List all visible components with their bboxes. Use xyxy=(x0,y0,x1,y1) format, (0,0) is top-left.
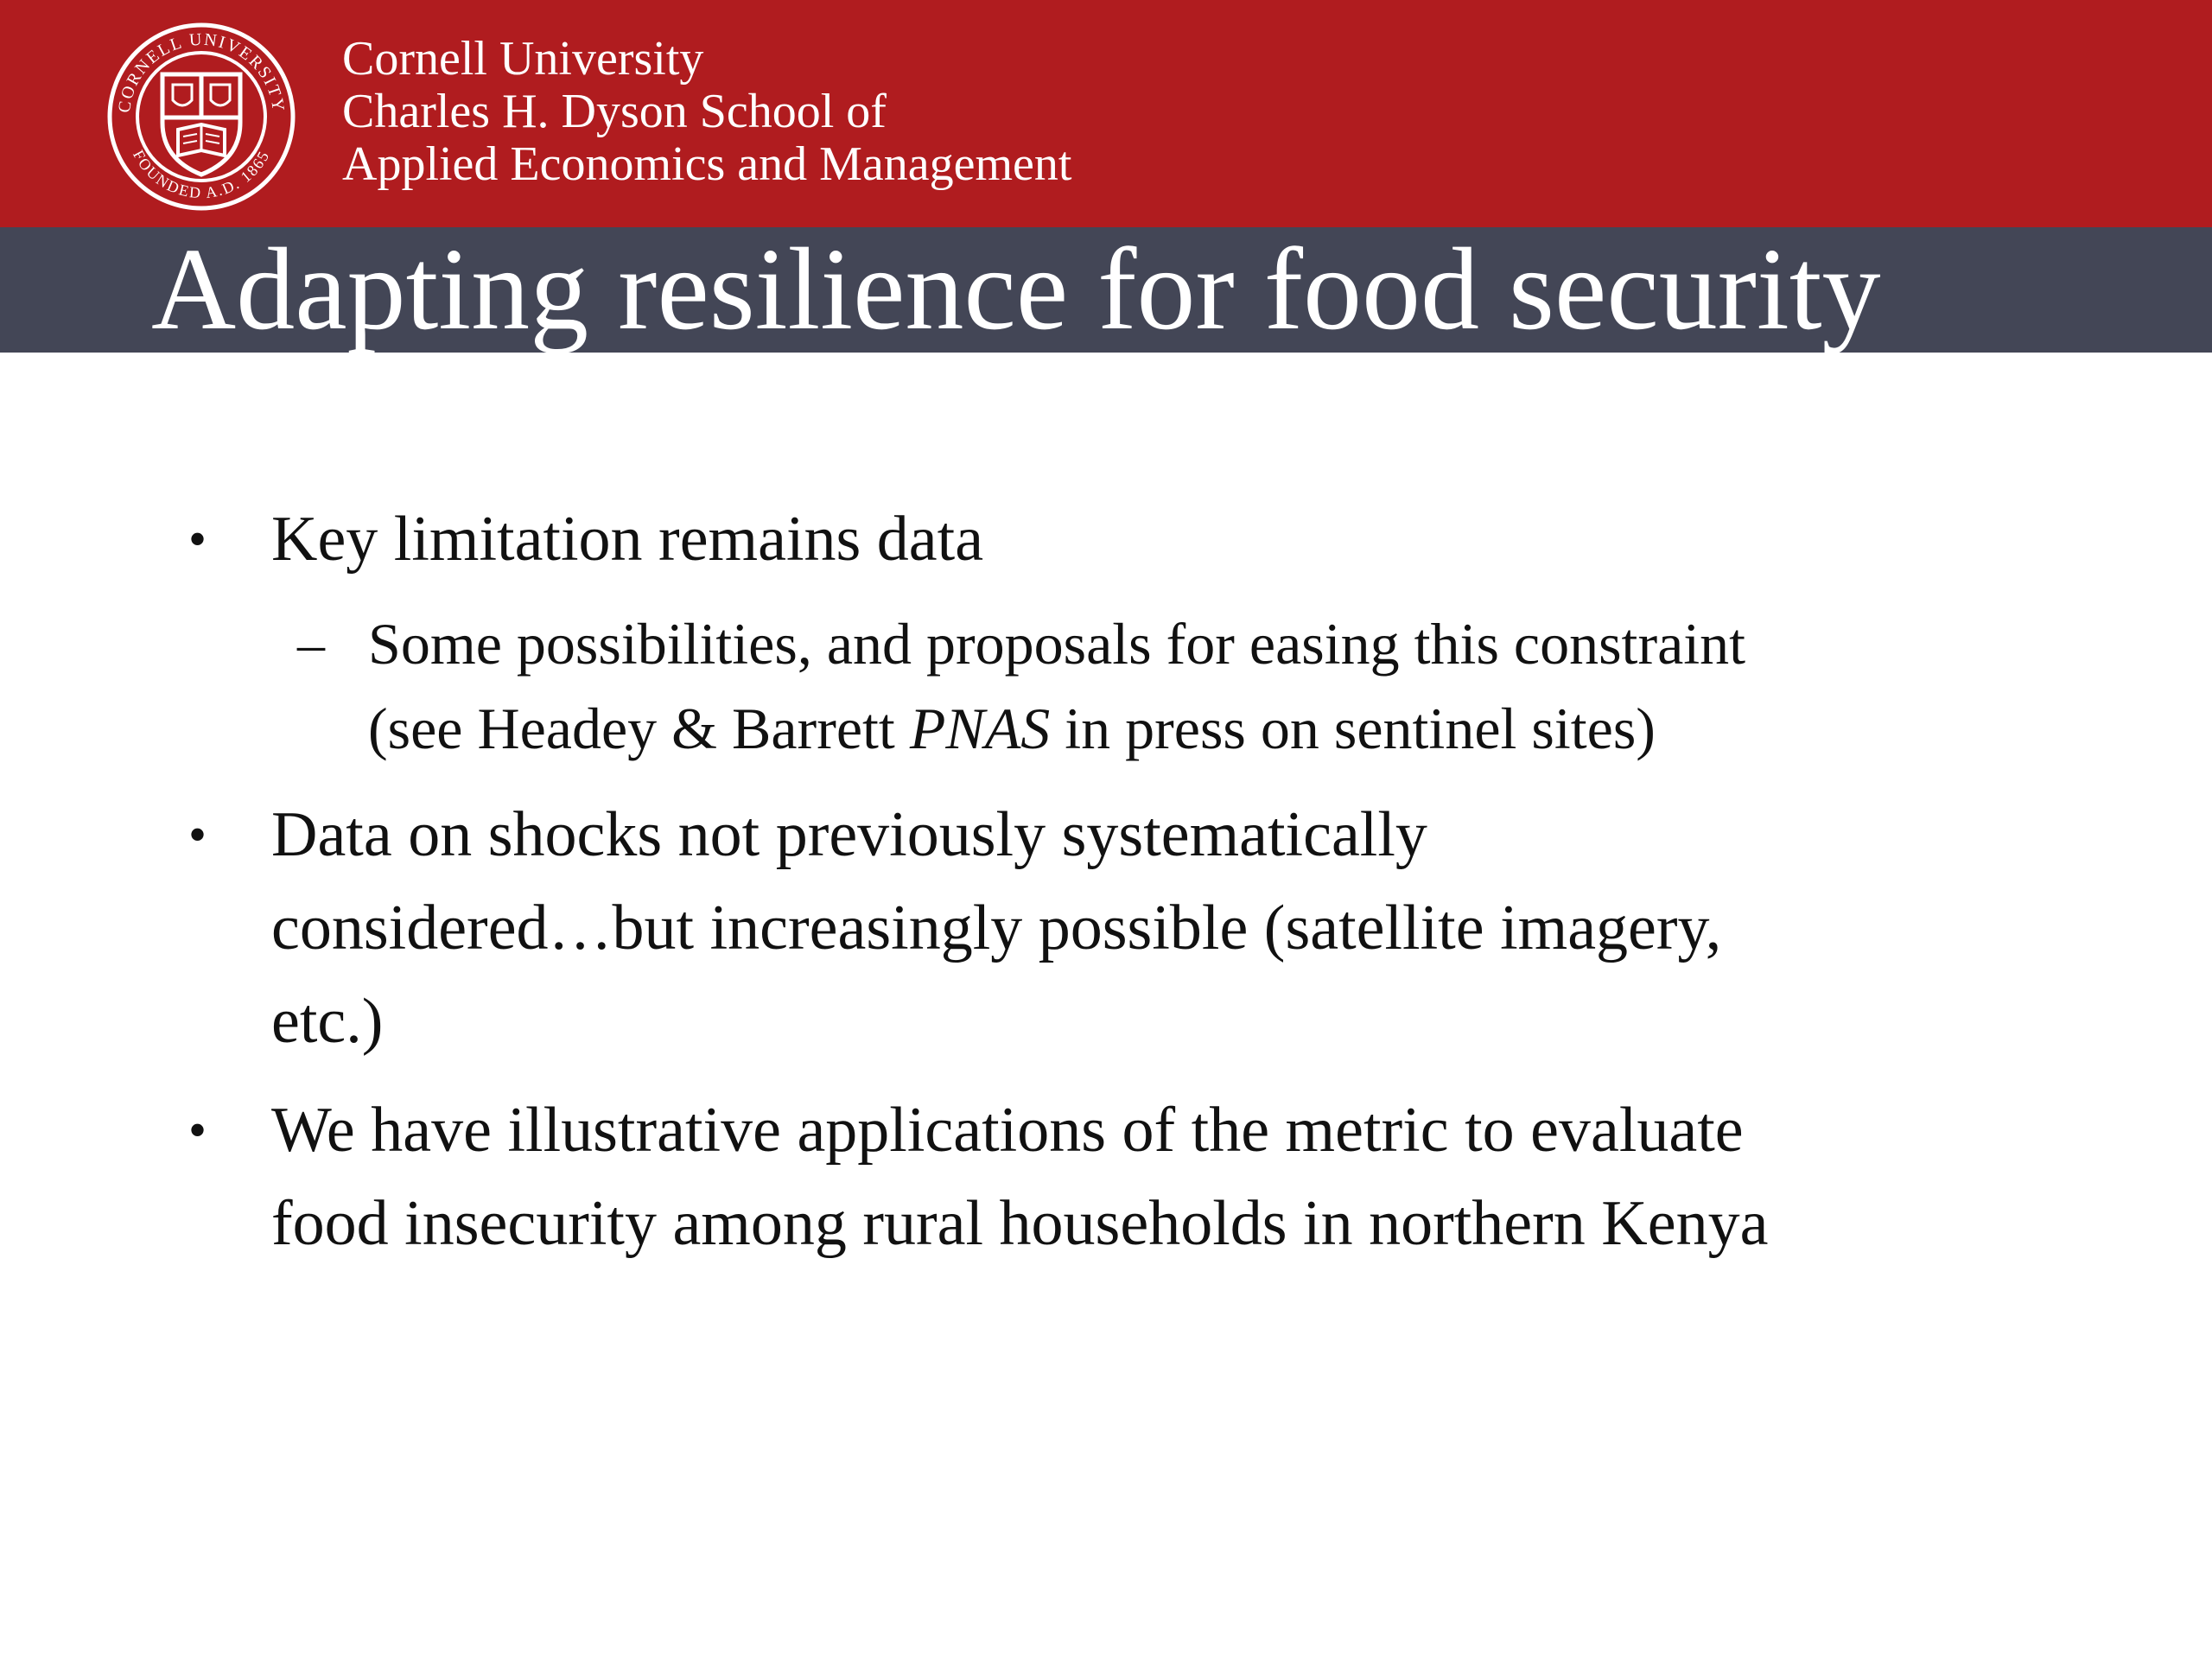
bullet-2-line-2: considered…but increasingly possible (satellite imagery, xyxy=(271,893,1722,963)
bullet-2-line-1: Data on shocks not previously systematically xyxy=(271,799,1427,870)
slide-title: Adapting resilience for food security xyxy=(151,225,1881,354)
org-line-university: Cornell University xyxy=(342,32,704,86)
bullet-item-3 xyxy=(271,1084,1768,1270)
citation-suffix: in press on sentinel sites) xyxy=(1050,696,1656,761)
org-line-school: Charles H. Dyson School of xyxy=(342,85,887,138)
bullet-marker: • xyxy=(188,511,207,568)
sub-bullet-marker: – xyxy=(297,613,325,674)
bullet-marker: • xyxy=(188,1102,207,1159)
sub-bullet-line-1: Some possibilities, and proposals for easing this constraint xyxy=(368,611,1746,677)
bullet-2-line-3: etc.) xyxy=(271,986,384,1057)
sub-bullet-line-2 xyxy=(368,686,1745,771)
bullet-item-2 xyxy=(271,788,1721,1068)
sub-bullet-item xyxy=(368,601,1745,771)
bullet-1-line-1: Key limitation remains data xyxy=(271,504,984,575)
bullet-item-1 xyxy=(271,493,983,586)
svg-text:FOUNDED A.D. 1865: FOUNDED A.D. 1865 xyxy=(130,147,273,202)
org-line-department: Applied Economics and Management xyxy=(342,137,1072,191)
bullet-3-line-2: food insecurity among rural households in northern Kenya xyxy=(271,1188,1769,1259)
bullet-marker: • xyxy=(188,806,207,863)
bullet-3-line-1: We have illustrative applications of the metric to evaluate xyxy=(271,1095,1744,1166)
citation-prefix: (see Headey & Barrett xyxy=(368,696,910,761)
journal-name: PNAS xyxy=(909,696,1051,761)
svg-text:CORNELL UNIVERSITY: CORNELL UNIVERSITY xyxy=(114,29,289,114)
